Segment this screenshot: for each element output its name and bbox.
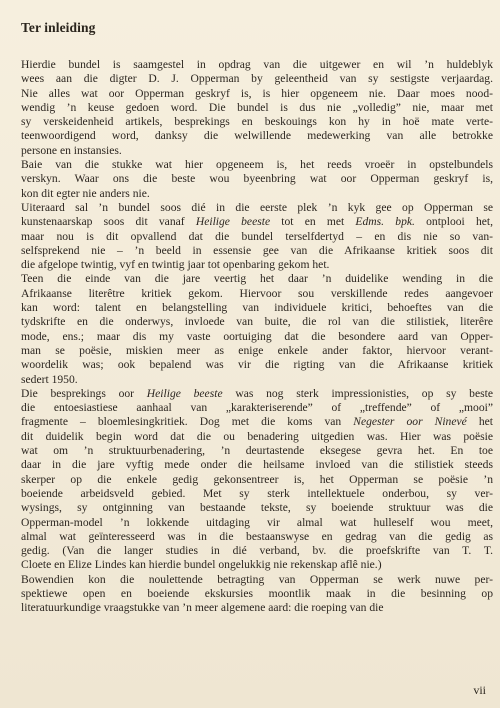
text-segment: Die besprekings oor: [21, 386, 147, 400]
text-segment: Opperman-model ’n lokkende uitdaging vir almal wat hulleself wou meet,: [21, 515, 493, 529]
text-line: [21, 287, 493, 301]
text-segment: sy verskeidenheid artikels, besprekings en beskouings kon hy in hoë mate verte-: [21, 115, 493, 129]
text-line: [21, 516, 493, 530]
text-segment: boeiende arbeidsveld gebied. Met sy sterk intellektuele onderbou, sy ver-: [21, 486, 493, 500]
paragraph: [21, 158, 493, 201]
text-segment: Afrikaanse literêtre kritiek gekom. Hiervoor sou verskillende redes aangevoer: [21, 286, 493, 300]
text-line: [21, 587, 493, 601]
text-segment: skerper op die enkele gedig gekonsentreer is, het Opperman se poësie ’n: [21, 472, 493, 486]
paragraph: [21, 272, 493, 386]
text-line: [21, 573, 493, 587]
text-segment: ontplooi het,: [414, 215, 494, 229]
body-text: [21, 58, 493, 616]
text-segment: tydskrifte en die onderwys, invloede van buite, die rol van die stilistiek, literêre: [21, 315, 493, 329]
text-line: [21, 401, 493, 415]
text-line: [21, 558, 493, 572]
text-segment: almal wat geïnteresseerd was in die bestaanswyse en gedrag van die gedig as: [21, 529, 493, 543]
text-segment: was nog sterk impressionisties, op sy beste: [222, 386, 493, 400]
text-line: [21, 201, 493, 215]
text-segment: Baie van die stukke wat hier opgeneem is, het reeds vroeër in opstelbundels: [21, 158, 493, 172]
text-line: [21, 244, 493, 258]
text-line: [21, 415, 493, 429]
text-line: [21, 487, 493, 501]
text-segment: fragmente – bloemlesingkritiek. Dog met die koms van: [21, 415, 354, 429]
text-segment: het: [466, 415, 493, 429]
text-line: [21, 330, 493, 344]
italic-title: Heilige beeste: [195, 215, 271, 229]
text-line: [21, 144, 493, 158]
text-segment: selfsprekend nie – ’n beeld in essensie gee van die Afrikaanse kritiek soos dit: [21, 243, 493, 257]
text-line: [21, 158, 493, 172]
italic-title: Heilige beeste: [146, 386, 223, 400]
text-line: [21, 544, 493, 558]
text-segment: daar in die jare vyftig mede onder die heilsame invloed van die stilistiek steeds: [21, 458, 493, 472]
text-line: [21, 501, 493, 515]
text-segment: verskyn. Waar ons die beste wou byeenbring wat oor Opperman geskryf is,: [21, 172, 493, 186]
text-segment: die entoesiastiese aanhaal van „karakteriserende” of „treffende” of „mooi”: [21, 401, 493, 415]
text-segment: maar nou is dit opvallend dat die bundel terselfdertyd – en dis nie so van-: [21, 229, 493, 243]
text-line: [21, 129, 493, 143]
text-line: [21, 530, 493, 544]
text-line: [21, 272, 493, 286]
text-segment: kunstenaarskap soos dit vanaf: [21, 215, 196, 229]
text-segment: Hierdie bundel is saamgestel in opdrag van die uitgewer en wil ’n huldeblyk: [21, 58, 493, 71]
text-line: [21, 344, 493, 358]
paragraph: [21, 573, 493, 616]
text-line: [21, 101, 493, 115]
text-segment: mode, ens.; maar dis my vaste oortuiging dat die besondere aard van Opper-: [21, 329, 493, 343]
text-line: [21, 87, 493, 101]
text-segment: dit duidelik begin word dat die ou benadering uitgedien was. Hier was poësie: [21, 429, 493, 443]
text-segment: Nie alles wat oor Opperman geskryf is, is hier opgeneem nie. Daar moes nood-: [21, 86, 493, 100]
text-line: [21, 58, 493, 72]
text-line: [21, 373, 493, 387]
text-line: [21, 430, 493, 444]
text-line: [21, 258, 493, 272]
text-segment: tot en met: [270, 215, 356, 229]
text-segment: kon dit egter nie anders nie.: [21, 186, 150, 200]
text-line: [21, 473, 493, 487]
paragraph: [21, 387, 493, 573]
text-line: [21, 358, 493, 372]
text-line: [21, 301, 493, 315]
text-segment: wat om ’n struktuurbenadering, ’n deurtastende eksegese gevra het. En toe: [21, 444, 493, 458]
text-line: [21, 187, 493, 201]
text-segment: teenwoordigend word, danksy die welwillende medewerking van alle betrokke: [21, 129, 493, 143]
page-number: vii: [473, 683, 486, 697]
italic-title: Edms. bpk.: [355, 215, 415, 229]
text-line: [21, 315, 493, 329]
paragraph: [21, 58, 493, 158]
text-segment: Cloete en Elize Lindes kan hierdie bundel ongelukkig nie rekenskap aflê nie.): [21, 558, 382, 572]
text-line: [21, 230, 493, 244]
text-segment: die afgelope twintig, vyf en twintig jaar tot openbaring gekom het.: [21, 258, 330, 272]
text-line: [21, 72, 493, 86]
text-segment: persone en instansies.: [21, 143, 122, 157]
text-line: [21, 444, 493, 458]
text-segment: wysings, sy ontginning van bestaande tekste, sy boeiende struktuur was die: [21, 501, 493, 515]
text-line: [21, 601, 493, 615]
text-segment: spektiewe open en boeiende ekskursies moontlik maak in die besinning op: [21, 586, 493, 600]
text-segment: sedert 1950.: [21, 372, 78, 386]
page-heading: Ter inleiding: [21, 20, 96, 35]
text-segment: wendig ’n keuse gedoen word. Die bundel is dus nie „volledig” nie, maar met: [21, 100, 493, 114]
text-segment: woordelik was; ook bepalend was vir die rigting van die Afrikaanse kritiek: [21, 358, 493, 372]
text-line: [21, 115, 493, 129]
text-segment: literatuurkundige vraagstukke van ’n meer algemene aard: die roeping van die: [21, 601, 384, 615]
paragraph: [21, 201, 493, 272]
text-line: [21, 215, 493, 229]
text-segment: kan word: talent en belangstelling van individuele kritici, behoeftes van die: [21, 301, 493, 315]
text-segment: Uiteraard sal ’n bundel soos dié in die eerste plek ’n kyk gee op Opperman se: [21, 200, 493, 214]
text-segment: wees aan die digter D. J. Opperman by geleentheid van sy sestigste verjaardag.: [21, 72, 493, 86]
text-segment: Bowendien kon die noulettende betragting van Opperman se werk nuwe per-: [21, 572, 493, 586]
italic-title: Negester oor Ninevé: [353, 415, 467, 429]
text-line: [21, 172, 493, 186]
text-line: [21, 458, 493, 472]
text-segment: gedig. (Van die langer studies in dié verband, bv. die proefskrifte van T. T.: [21, 544, 493, 558]
text-segment: man se poësie, miskien meer as enige enkele ander faktor, hiervoor verant-: [21, 343, 493, 357]
text-segment: Teen die einde van die jare veertig het daar ’n duidelike wending in die: [21, 272, 493, 286]
text-line: [21, 387, 493, 401]
